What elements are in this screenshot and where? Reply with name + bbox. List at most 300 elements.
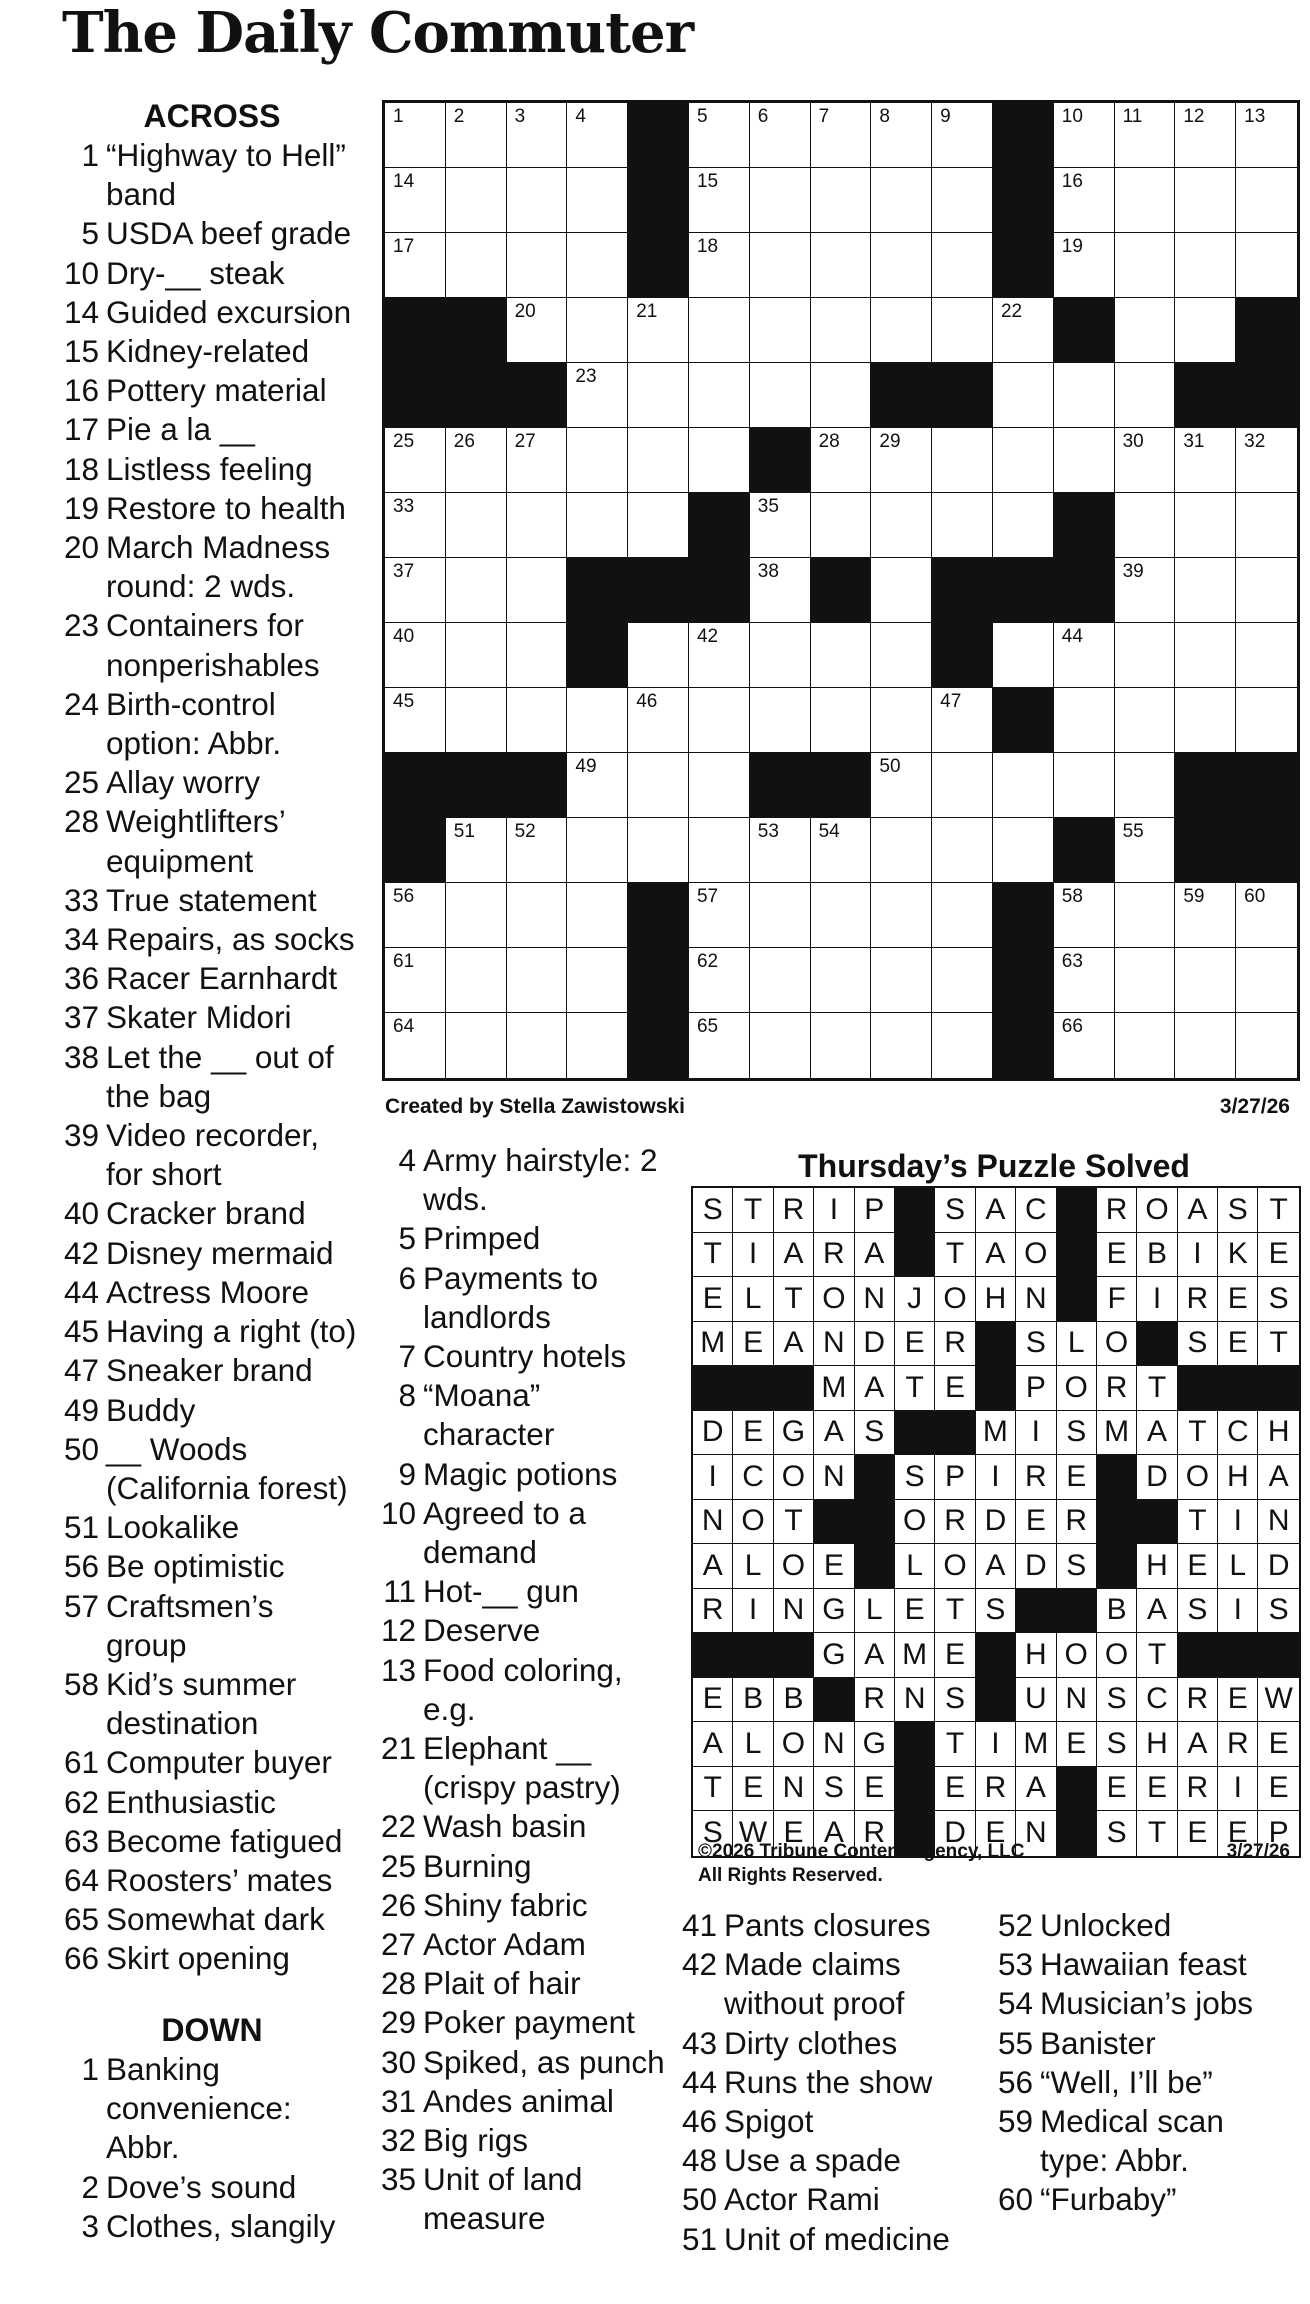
grid-cell[interactable]	[993, 298, 1054, 363]
black-square	[932, 623, 993, 688]
cell-number: 61	[393, 951, 415, 972]
grid-cell[interactable]	[689, 753, 750, 818]
grid-cell[interactable]	[507, 428, 568, 493]
grid-cell[interactable]	[689, 363, 750, 428]
cell-number: 27	[514, 431, 536, 452]
grid-cell[interactable]	[871, 818, 932, 883]
grid-cell[interactable]	[507, 818, 568, 883]
grid-cell[interactable]	[446, 623, 507, 688]
grid-cell[interactable]	[567, 883, 628, 948]
grid-cell[interactable]	[1115, 103, 1176, 168]
clue-text: Birth-control option: Abbr.	[106, 685, 282, 762]
clue-number: 53	[997, 1946, 1033, 1983]
grid-cell[interactable]	[1236, 493, 1297, 558]
solved-letter: R	[976, 1767, 1016, 1812]
grid-cell[interactable]	[932, 493, 993, 558]
grid-cell[interactable]	[750, 688, 811, 753]
solved-letter: S	[1097, 1811, 1137, 1856]
grid-cell[interactable]	[932, 1013, 993, 1078]
grid-cell[interactable]	[811, 233, 872, 298]
grid-cell[interactable]	[811, 1013, 872, 1078]
grid-cell[interactable]	[1115, 233, 1176, 298]
grid-cell[interactable]	[628, 363, 689, 428]
grid-cell[interactable]	[385, 883, 446, 948]
down-clue-list-2	[379, 1141, 679, 2239]
grid-cell[interactable]	[811, 363, 872, 428]
grid-cell[interactable]	[1175, 688, 1236, 753]
grid-cell[interactable]	[567, 233, 628, 298]
grid-cell[interactable]	[385, 233, 446, 298]
grid-cell[interactable]	[385, 493, 446, 558]
grid-cell[interactable]	[811, 623, 872, 688]
grid-cell[interactable]	[507, 688, 568, 753]
grid-cell[interactable]	[1115, 298, 1176, 363]
grid-cell[interactable]	[932, 233, 993, 298]
grid-cell[interactable]	[446, 493, 507, 558]
grid-cell[interactable]	[993, 428, 1054, 493]
cell-number: 15	[696, 171, 719, 192]
solved-letter: B	[1097, 1589, 1137, 1634]
clue-text: Primped	[423, 1220, 541, 1257]
solved-letter: E	[1218, 1322, 1258, 1367]
grid-cell[interactable]	[1054, 1013, 1115, 1078]
grid-cell[interactable]	[932, 948, 993, 1013]
grid-cell[interactable]	[1115, 883, 1176, 948]
grid-cell[interactable]	[628, 493, 689, 558]
grid-cell[interactable]	[871, 298, 932, 363]
solved-letter: N	[693, 1500, 733, 1545]
grid-cell[interactable]	[1115, 363, 1176, 428]
grid-cell[interactable]	[507, 493, 568, 558]
black-square	[811, 753, 872, 818]
black-square	[1236, 753, 1297, 818]
grid-cell[interactable]	[1236, 1013, 1297, 1078]
grid-cell[interactable]	[689, 298, 750, 363]
solved-letter: A	[774, 1233, 814, 1278]
grid-cell[interactable]	[750, 1013, 811, 1078]
black-square	[895, 1188, 935, 1233]
solved-letter: C	[1016, 1188, 1056, 1233]
cell-number: 43	[940, 626, 962, 647]
clue-text: Burning	[423, 1847, 532, 1884]
grid-cell[interactable]	[385, 103, 446, 168]
grid-cell[interactable]	[1175, 233, 1236, 298]
black-square	[628, 948, 689, 1013]
black-square	[1258, 1633, 1298, 1678]
solved-row	[693, 1589, 1299, 1634]
grid-cell[interactable]	[628, 428, 689, 493]
grid-cell[interactable]	[567, 298, 628, 363]
grid-cell[interactable]	[385, 168, 446, 233]
grid-cell[interactable]	[932, 818, 993, 883]
grid-cell[interactable]	[507, 623, 568, 688]
grid-cell[interactable]	[871, 1013, 932, 1078]
solved-letter: D	[1137, 1455, 1177, 1500]
solved-letter: I	[1137, 1277, 1177, 1322]
clue-text: Kidney-related	[106, 333, 310, 370]
black-square	[1054, 298, 1115, 363]
grid-cell[interactable]	[750, 623, 811, 688]
grid-cell[interactable]	[811, 168, 872, 233]
solved-letter: S	[855, 1411, 895, 1456]
cell-number: 3	[514, 106, 526, 127]
grid-cell[interactable]	[385, 623, 446, 688]
grid-cell[interactable]	[689, 168, 750, 233]
clue-number: 28	[380, 1965, 416, 2002]
grid-cell[interactable]	[750, 168, 811, 233]
grid-cell[interactable]	[567, 753, 628, 818]
black-square	[814, 1678, 854, 1723]
solved-letter: R	[1178, 1277, 1218, 1322]
solved-row	[693, 1633, 1299, 1678]
grid-cell[interactable]	[1054, 688, 1115, 753]
solved-letter: D	[855, 1322, 895, 1367]
clue-item	[379, 1964, 679, 2003]
grid-cell[interactable]	[871, 558, 932, 623]
grid-cell[interactable]	[628, 753, 689, 818]
cell-number: 20	[514, 301, 536, 322]
clue-text: Payments to landlords	[423, 1259, 599, 1335]
clue-number: 24	[63, 685, 99, 722]
grid-cell[interactable]	[871, 948, 932, 1013]
clue-number: 62	[63, 1783, 99, 1820]
clue-item	[680, 2024, 980, 2063]
cell-number: 9	[940, 106, 951, 127]
clue-item	[379, 1494, 679, 1572]
grid-cell[interactable]	[507, 558, 568, 623]
grid-cell[interactable]	[1236, 103, 1297, 168]
grid-cell[interactable]	[1115, 493, 1176, 558]
grid-cell[interactable]	[993, 623, 1054, 688]
grid-cell[interactable]	[1175, 883, 1236, 948]
grid-cell[interactable]	[1236, 558, 1297, 623]
grid-cell[interactable]	[385, 558, 446, 623]
solved-letter: E	[1137, 1767, 1177, 1812]
grid-cell[interactable]	[750, 883, 811, 948]
grid-cell[interactable]	[567, 168, 628, 233]
grid-cell[interactable]	[1054, 168, 1115, 233]
grid-cell[interactable]	[385, 1013, 446, 1078]
grid-cell[interactable]	[993, 753, 1054, 818]
grid-cell[interactable]	[750, 948, 811, 1013]
clue-text: Become fatigued	[106, 1822, 343, 1859]
down-heading: DOWN	[161, 2012, 263, 2048]
grid-cell[interactable]	[750, 818, 811, 883]
grid-cell[interactable]	[1115, 818, 1176, 883]
clue-number: 28	[63, 803, 99, 840]
grid-cell[interactable]	[811, 948, 872, 1013]
grid-cell[interactable]	[871, 233, 932, 298]
grid-cell[interactable]	[1175, 1013, 1236, 1078]
grid-cell[interactable]	[993, 818, 1054, 883]
down-clues-col1	[62, 2010, 362, 2246]
solved-letter: E	[1258, 1767, 1298, 1812]
grid-cell[interactable]	[1236, 688, 1297, 753]
grid-cell[interactable]	[871, 103, 932, 168]
grid-cell[interactable]	[567, 363, 628, 428]
black-square	[446, 298, 507, 363]
solved-letter: O	[1097, 1633, 1137, 1678]
grid-cell[interactable]	[1115, 753, 1176, 818]
grid-cell[interactable]	[507, 233, 568, 298]
grid-cell[interactable]	[1115, 623, 1176, 688]
clue-number: 3	[81, 2207, 99, 2244]
grid-cell[interactable]	[628, 818, 689, 883]
clue-item	[62, 763, 362, 802]
grid-cell[interactable]	[689, 103, 750, 168]
grid-cell[interactable]	[1236, 623, 1297, 688]
grid-cell[interactable]	[750, 103, 811, 168]
grid-cell[interactable]	[446, 428, 507, 493]
grid-cell[interactable]	[446, 558, 507, 623]
grid-cell[interactable]	[1175, 103, 1236, 168]
black-square	[993, 948, 1054, 1013]
grid-cell[interactable]	[446, 1013, 507, 1078]
solved-letter: H	[1137, 1544, 1177, 1589]
grid-cell[interactable]	[689, 1013, 750, 1078]
grid-cell[interactable]	[507, 1013, 568, 1078]
grid-cell[interactable]	[750, 233, 811, 298]
clue-text: Medical scan type: Abbr.	[1040, 2103, 1224, 2179]
cell-number: 50	[879, 756, 901, 777]
grid-cell[interactable]	[446, 818, 507, 883]
grid-row	[385, 688, 1297, 753]
solved-letter: S	[935, 1188, 975, 1233]
solved-letter: A	[814, 1811, 854, 1856]
black-square	[628, 558, 689, 623]
grid-cell[interactable]	[1236, 883, 1297, 948]
grid-cell[interactable]	[1115, 688, 1176, 753]
grid-cell[interactable]	[1175, 428, 1236, 493]
cell-number: 13	[1244, 106, 1266, 127]
clue-number: 12	[380, 1612, 416, 1649]
grid-cell[interactable]	[446, 103, 507, 168]
grid-cell[interactable]	[871, 883, 932, 948]
grid-cell[interactable]	[1236, 168, 1297, 233]
grid-cell[interactable]	[567, 818, 628, 883]
clue-text: Restore to health	[106, 489, 346, 526]
grid-cell[interactable]	[750, 298, 811, 363]
cell-number: 44	[1061, 626, 1083, 647]
clue-number: 65	[63, 1901, 99, 1938]
grid-cell[interactable]	[932, 168, 993, 233]
clue-number: 17	[63, 411, 99, 448]
grid-cell[interactable]	[1054, 363, 1115, 428]
grid-cell[interactable]	[750, 558, 811, 623]
clue-number: 64	[63, 1861, 99, 1898]
grid-cell[interactable]	[628, 623, 689, 688]
grid-cell[interactable]	[507, 168, 568, 233]
solved-letter: T	[774, 1277, 814, 1322]
grid-cell[interactable]	[1236, 233, 1297, 298]
cell-number: 17	[393, 236, 415, 257]
clue-item	[62, 1783, 362, 1822]
grid-cell[interactable]	[1054, 623, 1115, 688]
solved-letter: E	[976, 1811, 1016, 1856]
black-square	[750, 753, 811, 818]
grid-cell[interactable]	[1236, 428, 1297, 493]
grid-cell[interactable]	[1054, 103, 1115, 168]
clue-number: 21	[380, 1730, 416, 1767]
grid-cell[interactable]	[1115, 428, 1176, 493]
clue-number: 27	[380, 1926, 416, 1963]
grid-cell[interactable]	[1115, 168, 1176, 233]
grid-cell[interactable]	[1236, 948, 1297, 1013]
clue-text: Lookalike	[106, 1509, 240, 1546]
solved-letter: J	[895, 1277, 935, 1322]
grid-cell[interactable]	[811, 428, 872, 493]
grid-cell[interactable]	[871, 753, 932, 818]
grid-cell[interactable]	[567, 948, 628, 1013]
down-clue-list-1	[62, 2050, 362, 2246]
grid-cell[interactable]	[446, 233, 507, 298]
grid-cell[interactable]	[1175, 948, 1236, 1013]
grid-cell[interactable]	[871, 428, 932, 493]
grid-cell[interactable]	[750, 363, 811, 428]
grid-cell[interactable]	[993, 363, 1054, 428]
cell-number: 53	[757, 821, 779, 842]
clue-number: 66	[63, 1940, 99, 1977]
grid-cell[interactable]	[871, 688, 932, 753]
grid-cell[interactable]	[1115, 558, 1176, 623]
solved-letter: S	[1097, 1678, 1137, 1723]
grid-cell[interactable]	[1175, 493, 1236, 558]
grid-cell[interactable]	[811, 688, 872, 753]
grid-cell[interactable]	[689, 233, 750, 298]
black-square	[993, 233, 1054, 298]
grid-cell[interactable]	[628, 688, 689, 753]
grid-cell[interactable]	[871, 168, 932, 233]
solved-letter: E	[1218, 1811, 1258, 1856]
solved-letter: N	[1016, 1277, 1056, 1322]
grid-cell[interactable]	[993, 493, 1054, 558]
grid-cell[interactable]	[1175, 298, 1236, 363]
grid-row	[385, 558, 1297, 623]
clue-text: Hawaiian feast	[1040, 1946, 1247, 1983]
grid-cell[interactable]	[1115, 1013, 1176, 1078]
crossword-grid[interactable]	[382, 100, 1300, 1081]
black-square	[446, 363, 507, 428]
grid-cell[interactable]	[446, 948, 507, 1013]
clue-number: 41	[681, 1907, 717, 1943]
grid-cell[interactable]	[1054, 753, 1115, 818]
grid-cell[interactable]	[871, 493, 932, 558]
grid-cell[interactable]	[1054, 233, 1115, 298]
grid-cell[interactable]	[932, 753, 993, 818]
solved-letter: I	[693, 1455, 733, 1500]
solved-letter: O	[935, 1544, 975, 1589]
clue-text: Let the __ out of the bag	[106, 1038, 334, 1114]
grid-cell[interactable]	[932, 428, 993, 493]
black-square	[1137, 1500, 1177, 1545]
solved-letter: E	[1178, 1811, 1218, 1856]
clue-number: 44	[681, 2063, 717, 2100]
solved-row	[693, 1233, 1299, 1278]
clue-number: 55	[997, 2024, 1033, 2061]
grid-cell[interactable]	[507, 948, 568, 1013]
grid-cell[interactable]	[567, 1013, 628, 1078]
solved-letter: M	[976, 1411, 1016, 1456]
grid-cell[interactable]	[567, 688, 628, 753]
grid-cell[interactable]	[811, 103, 872, 168]
grid-cell[interactable]	[932, 103, 993, 168]
grid-cell[interactable]	[385, 428, 446, 493]
grid-cell[interactable]	[932, 298, 993, 363]
cell-number: 62	[696, 951, 719, 972]
grid-cell[interactable]	[385, 688, 446, 753]
clue-item	[996, 2180, 1296, 2219]
solved-row	[693, 1544, 1299, 1589]
solved-letter: L	[1218, 1544, 1258, 1589]
solved-letter: R	[1097, 1366, 1137, 1411]
grid-cell[interactable]	[750, 493, 811, 558]
solved-letter: P	[935, 1455, 975, 1500]
grid-cell[interactable]	[871, 623, 932, 688]
grid-cell[interactable]	[811, 298, 872, 363]
grid-cell[interactable]	[1054, 883, 1115, 948]
grid-cell[interactable]	[811, 818, 872, 883]
grid-cell[interactable]	[932, 688, 993, 753]
grid-cell[interactable]	[567, 103, 628, 168]
grid-cell[interactable]	[689, 688, 750, 753]
grid-cell[interactable]	[446, 883, 507, 948]
grid-cell[interactable]	[811, 883, 872, 948]
grid-cell[interactable]	[446, 688, 507, 753]
black-square	[628, 233, 689, 298]
black-square	[855, 1500, 895, 1545]
grid-cell[interactable]	[689, 623, 750, 688]
clue-text: Spigot	[724, 2103, 814, 2140]
grid-cell[interactable]	[567, 428, 628, 493]
clue-item	[62, 998, 362, 1037]
black-square	[1178, 1633, 1218, 1678]
grid-cell[interactable]	[1175, 558, 1236, 623]
grid-cell[interactable]	[1115, 948, 1176, 1013]
solved-letter: T	[1258, 1188, 1298, 1233]
solved-letter: H	[976, 1277, 1016, 1322]
down-clue-list-3	[680, 1906, 980, 2259]
grid-cell[interactable]	[1054, 428, 1115, 493]
clue-item	[62, 293, 362, 332]
grid-cell[interactable]	[811, 493, 872, 558]
solved-letter: F	[1097, 1277, 1137, 1322]
grid-cell[interactable]	[689, 948, 750, 1013]
solved-letter: M	[1016, 1722, 1056, 1767]
grid-cell[interactable]	[689, 428, 750, 493]
grid-cell[interactable]	[507, 883, 568, 948]
grid-cell[interactable]	[628, 298, 689, 363]
solved-letter: B	[733, 1678, 773, 1723]
grid-cell[interactable]	[1175, 623, 1236, 688]
solved-letter: G	[855, 1722, 895, 1767]
grid-cell[interactable]	[507, 103, 568, 168]
grid-cell[interactable]	[567, 493, 628, 558]
solved-letter: U	[1016, 1678, 1056, 1723]
grid-cell[interactable]	[446, 168, 507, 233]
solved-letter: L	[855, 1589, 895, 1634]
solved-letter: T	[935, 1589, 975, 1634]
grid-cell[interactable]	[507, 298, 568, 363]
clue-text: Listless feeling	[106, 450, 313, 487]
grid-cell[interactable]	[1054, 948, 1115, 1013]
grid-cell[interactable]	[1175, 168, 1236, 233]
grid-cell[interactable]	[689, 883, 750, 948]
grid-cell[interactable]	[932, 883, 993, 948]
grid-cell[interactable]	[689, 818, 750, 883]
cell-number: 22	[1000, 301, 1023, 322]
grid-cell[interactable]	[385, 948, 446, 1013]
solved-letter: P	[1016, 1366, 1056, 1411]
